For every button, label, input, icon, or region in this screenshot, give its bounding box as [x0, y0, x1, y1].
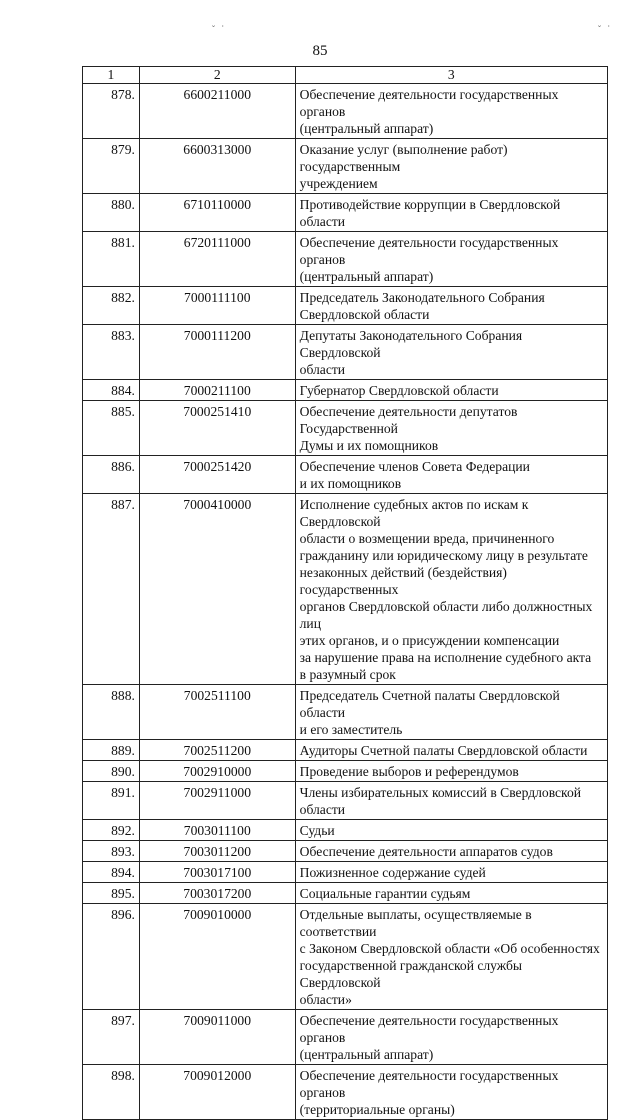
row-number: 881. [83, 232, 140, 287]
table-row [83, 456, 608, 494]
row-code: 7003011200 [139, 841, 295, 862]
row-code: 6600313000 [139, 139, 295, 194]
row-number: 883. [83, 325, 140, 380]
table-row [83, 194, 608, 232]
row-code: 6710110000 [139, 194, 295, 232]
row-name: Обеспечение деятельности депутатов Государственной Думы и их помощников [295, 401, 607, 456]
row-name: Обеспечение деятельности государственных органов (центральный аппарат) [295, 1010, 607, 1065]
row-code: 7002910000 [139, 761, 295, 782]
row-name: Противодействие коррупции в Свердловской области [295, 194, 607, 232]
row-code: 7000111200 [139, 325, 295, 380]
table-row [83, 740, 608, 761]
table-row [83, 782, 608, 820]
table-row [83, 904, 608, 1010]
row-name: Обеспечение деятельности аппаратов судов [295, 841, 607, 862]
row-name: Председатель Законодательного Собрания Свердловской области [295, 287, 607, 325]
table-row [83, 325, 608, 380]
row-number: 885. [83, 401, 140, 456]
row-number: 882. [83, 287, 140, 325]
row-name: Пожизненное содержание судей [295, 862, 607, 883]
registry-table [82, 66, 608, 1120]
row-name: Аудиторы Счетной палаты Свердловской области [295, 740, 607, 761]
table-body [83, 84, 608, 1120]
row-name: Губернатор Свердловской области [295, 380, 607, 401]
row-number: 880. [83, 194, 140, 232]
table-row [83, 841, 608, 862]
scan-mark-left: ˘ ˙ [212, 24, 227, 34]
row-name: Социальные гарантии судьям [295, 883, 607, 904]
row-number: 879. [83, 139, 140, 194]
table-row [83, 862, 608, 883]
row-name: Обеспечение деятельности государственных органов (территориальные органы) [295, 1065, 607, 1120]
table-row [83, 287, 608, 325]
table-row [83, 761, 608, 782]
table-row [83, 883, 608, 904]
row-number: 895. [83, 883, 140, 904]
row-code: 7002511100 [139, 685, 295, 740]
row-code: 7000410000 [139, 494, 295, 685]
row-number: 898. [83, 1065, 140, 1120]
row-name: Исполнение судебных актов по искам к Свердловской области о возмещении вреда, причиненного гражданину или юридическому лицу в результате незаконных действий (бездействия) государственных органов Свердловской области либо должностных лиц этих органов, и о присуждении компенсации за нарушение права на исполнение судебного акта в разумный срок [295, 494, 607, 685]
table-row [83, 820, 608, 841]
row-name: Обеспечение деятельности государственных органов (центральный аппарат) [295, 84, 607, 139]
table-header [83, 67, 608, 84]
table-row [83, 1010, 608, 1065]
row-number: 891. [83, 782, 140, 820]
row-number: 878. [83, 84, 140, 139]
table-row [83, 84, 608, 139]
page-number: 85 [312, 43, 328, 59]
row-code: 7000251420 [139, 456, 295, 494]
row-code: 7009011000 [139, 1010, 295, 1065]
row-code: 7000211100 [139, 380, 295, 401]
table-row [83, 401, 608, 456]
row-name: Председатель Счетной палаты Свердловской области и его заместитель [295, 685, 607, 740]
row-number: 884. [83, 380, 140, 401]
row-code: 7003017100 [139, 862, 295, 883]
row-number: 897. [83, 1010, 140, 1065]
row-name: Обеспечение деятельности государственных органов (центральный аппарат) [295, 232, 607, 287]
row-number: 892. [83, 820, 140, 841]
row-number: 890. [83, 761, 140, 782]
table-row [83, 232, 608, 287]
row-name: Члены избирательных комиссий в Свердловской области [295, 782, 607, 820]
row-code: 6600211000 [139, 84, 295, 139]
row-code: 7002911000 [139, 782, 295, 820]
header-col-2: 2 [139, 67, 295, 84]
row-code: 7000111100 [139, 287, 295, 325]
row-name: Судьи [295, 820, 607, 841]
table-row [83, 380, 608, 401]
row-code: 7009012000 [139, 1065, 295, 1120]
row-name: Отдельные выплаты, осуществляемые в соответствии с Законом Свердловской области «Об особенностях государственной гражданской службы Свердловской области» [295, 904, 607, 1010]
table-row [83, 494, 608, 685]
row-number: 886. [83, 456, 140, 494]
row-code: 7000251410 [139, 401, 295, 456]
row-code: 7003011100 [139, 820, 295, 841]
table-row [83, 139, 608, 194]
row-number: 894. [83, 862, 140, 883]
row-name: Оказание услуг (выполнение работ) государственным учреждением [295, 139, 607, 194]
row-code: 7002511200 [139, 740, 295, 761]
row-name: Обеспечение членов Совета Федерации и их помощников [295, 456, 607, 494]
table-row [83, 685, 608, 740]
scan-mark-right: ˘ ˙ [598, 24, 613, 34]
row-code: 7009010000 [139, 904, 295, 1010]
row-name: Проведение выборов и референдумов [295, 761, 607, 782]
header-col-3: 3 [295, 67, 607, 84]
row-number: 893. [83, 841, 140, 862]
row-number: 889. [83, 740, 140, 761]
row-number: 896. [83, 904, 140, 1010]
row-code: 6720111000 [139, 232, 295, 287]
row-number: 888. [83, 685, 140, 740]
row-number: 887. [83, 494, 140, 685]
row-name: Депутаты Законодательного Собрания Свердловской области [295, 325, 607, 380]
row-code: 7003017200 [139, 883, 295, 904]
header-col-1: 1 [83, 67, 140, 84]
table-row [83, 1065, 608, 1120]
